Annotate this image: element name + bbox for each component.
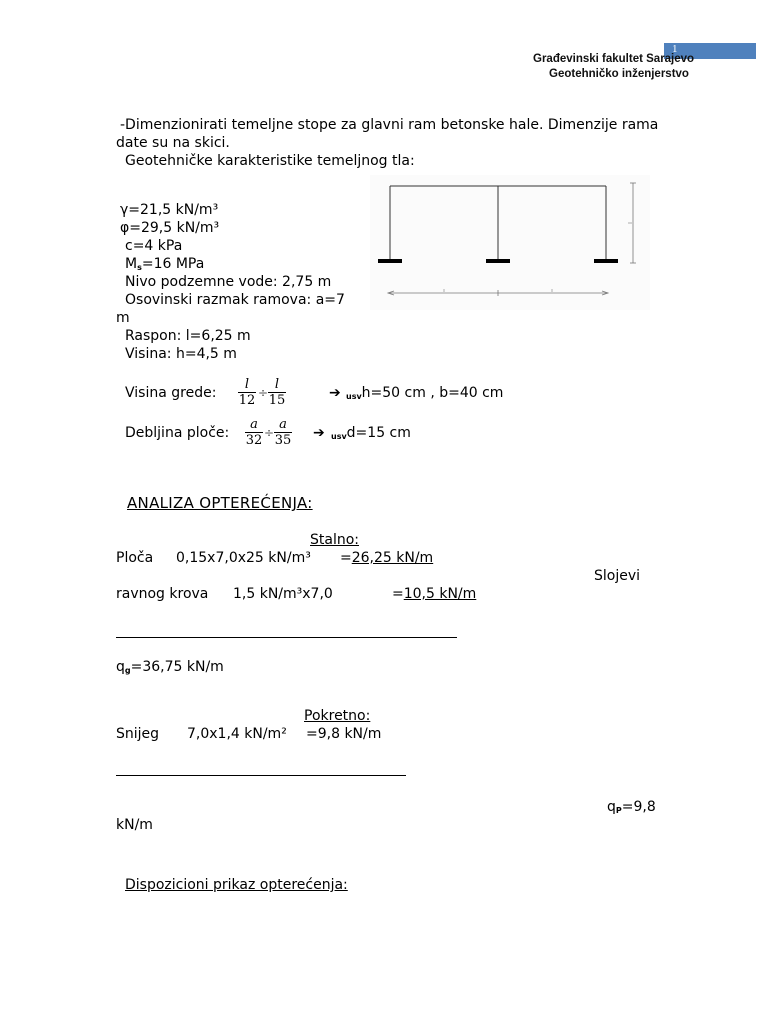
slab-fraction-1: $\frac{a}{32}$ — [245, 417, 263, 448]
qp-total: $q_P=9,8$ — [607, 799, 656, 815]
soil-water-level: Nivo podzemne vode: 2,75 m — [125, 274, 332, 290]
task-line-3: Geotehničke karakteristike temeljnog tla: — [125, 153, 415, 169]
snow-load-result: =9,8 kN/m — [306, 726, 382, 742]
task-line-1: -Dimenzionirati temeljne stope za glavni ram betonske hale. Dimenzije rama — [120, 117, 659, 133]
permanent-sum-rule — [116, 637, 457, 638]
task-line-2: date su na skici. — [116, 135, 230, 151]
page-number: 1 — [672, 43, 678, 55]
layers-word: Slojevi — [594, 568, 641, 584]
soil-modulus: $M_s=16$ MPa — [125, 256, 205, 272]
frame-sketch — [370, 175, 650, 310]
footing-middle — [486, 259, 510, 263]
slab-arrow-icon: ➔ — [313, 425, 325, 441]
frame-span: Raspon: l=6,25 m — [125, 328, 251, 344]
slab-fraction-2: $\frac{a}{35}$ — [274, 417, 292, 448]
analysis-title: ANALIZA OPTEREĆENJA: — [127, 494, 313, 512]
slab-result: $_{usv}$d=15 cm — [331, 425, 411, 441]
frame-spacing-unit: m — [116, 310, 130, 326]
slab-load-calc: 0,15x7,0x25 kN/m³ — [176, 550, 311, 566]
beam-divide-sign: ÷ — [258, 386, 269, 400]
variable-sum-rule — [116, 775, 406, 776]
soil-phi: φ=29,5 kN/m³ — [120, 220, 220, 236]
beam-height-label: Visina grede: — [125, 385, 217, 401]
permanent-load-title: Stalno: — [310, 532, 359, 548]
frame-spacing: Osovinski razmak ramova: a=7 — [125, 292, 345, 308]
snow-load-label: Snijeg — [116, 726, 160, 742]
roof-load-label: ravnog krova — [116, 586, 209, 602]
soil-gamma: γ=21,5 kN/m³ — [120, 202, 219, 218]
roof-load-result: =10,5 kN/m — [392, 586, 477, 602]
footing-left — [378, 259, 402, 263]
snow-load-calc: 7,0x1,4 kN/m² — [187, 726, 287, 742]
slab-thickness-label: Debljina ploče: — [125, 425, 230, 441]
beam-fraction-1: $\frac{l}{12}$ — [238, 377, 256, 408]
slab-load-result: =26,25 kN/m — [340, 550, 434, 566]
beam-fraction-2: $\frac{l}{15}$ — [268, 377, 286, 408]
frame-height: Visina: h=4,5 m — [125, 346, 237, 362]
header-department: Geotehničko inženjerstvo — [549, 68, 689, 80]
qp-unit: kN/m — [116, 817, 153, 833]
soil-cohesion: c=4 kPa — [125, 238, 183, 254]
beam-result: $_{usv}$h=50 cm , b=40 cm — [346, 385, 504, 401]
load-disposition-title: Dispozicioni prikaz opterećenja: — [125, 877, 348, 893]
header-faculty: Građevinski fakultet Sarajevo — [533, 53, 695, 65]
qg-total: $q_g=36,75$ kN/m — [116, 659, 224, 675]
slab-load-label: Ploča — [116, 550, 154, 566]
footing-right — [594, 259, 618, 263]
slab-divide-sign: ÷ — [264, 426, 275, 440]
roof-load-calc: 1,5 kN/m³x7,0 — [233, 586, 333, 602]
variable-load-title: Pokretno: — [304, 708, 371, 724]
sketch-background — [370, 175, 650, 310]
beam-arrow-icon: ➔ — [329, 385, 341, 401]
